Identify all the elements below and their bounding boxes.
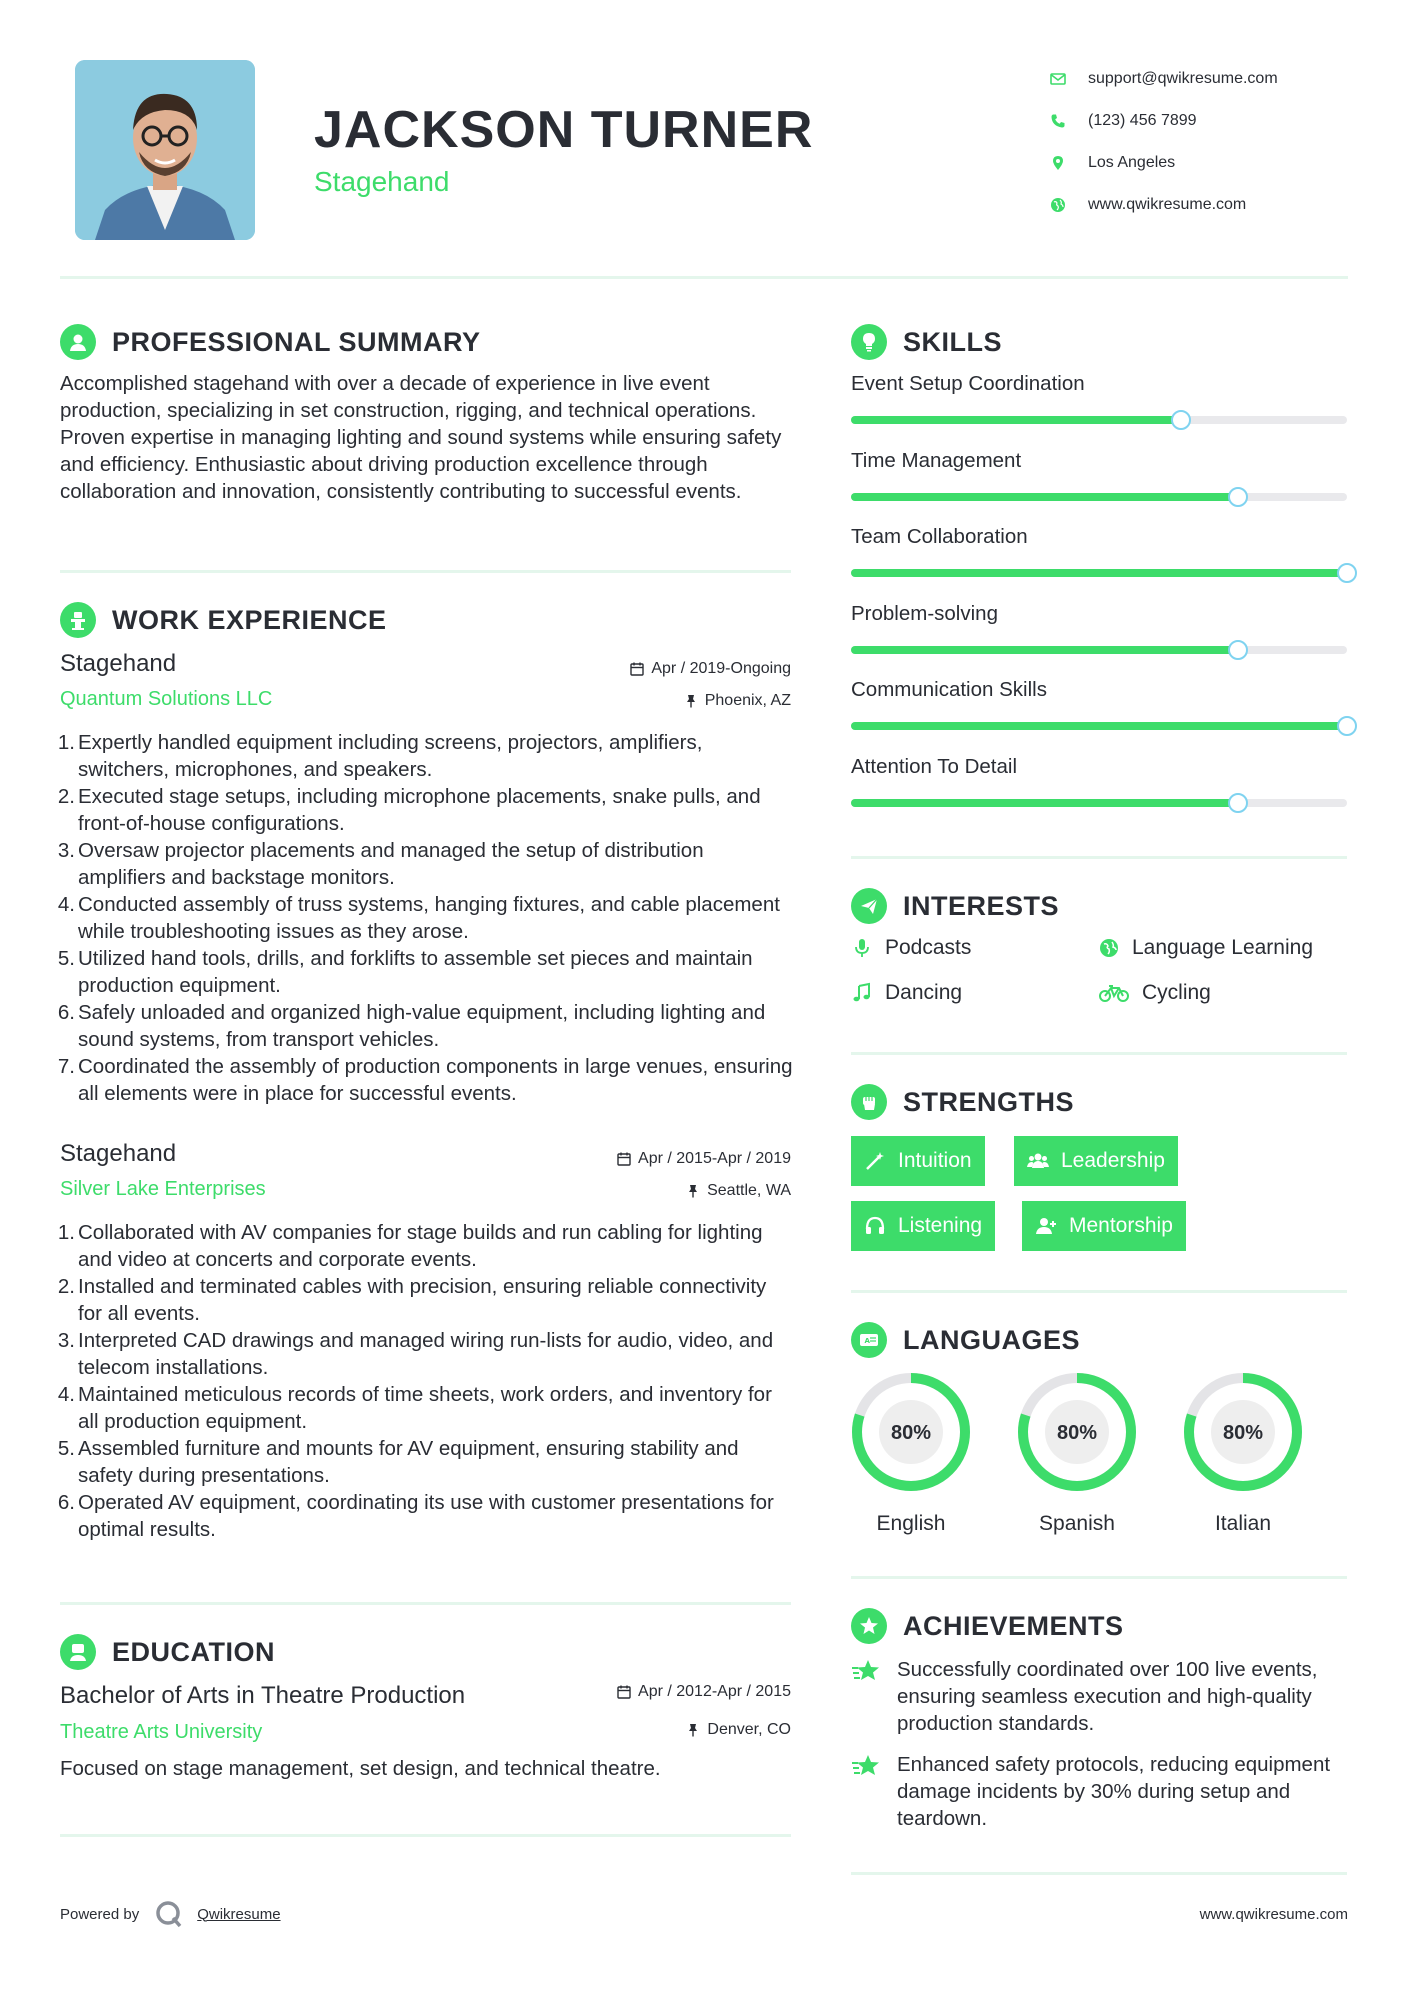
skill-bar-knob <box>1228 793 1248 813</box>
skill-bar-fill <box>851 722 1347 730</box>
summary-title-text: PROFESSIONAL SUMMARY <box>112 326 481 357</box>
achievement-text: Successfully coordinated over 100 live events, ensuring seamless execution and high-quality production standards. <box>897 1658 1318 1735</box>
summary-divider <box>60 570 791 573</box>
skills-section-title <box>851 324 1002 360</box>
strength-label: Leadership <box>1061 1149 1165 1172</box>
job-1-company: Quantum Solutions LLC <box>60 688 273 710</box>
education-dates-text: Apr / 2012-Apr / 2015 <box>638 1683 791 1700</box>
skill-bar-fill <box>851 646 1238 654</box>
skill-bar-knob <box>1171 410 1191 430</box>
job-2-dates <box>617 1150 791 1168</box>
list-item: 4. Maintained meticulous records of time sheets, work orders, and inventory for all production equipment. <box>57 1383 772 1433</box>
skill-bar-fill <box>851 569 1347 577</box>
contact-location-text: Los Angeles <box>1088 154 1176 171</box>
star-badge-icon <box>851 1656 881 1686</box>
footer-website[interactable]: www.qwikresume.com <box>1199 1906 1348 1923</box>
job-2-company: Silver Lake Enterprises <box>60 1178 266 1200</box>
interest-label: Cycling <box>1142 981 1211 1004</box>
powered-by-text: Powered by <box>60 1905 140 1923</box>
interest-language-learning <box>1098 936 1313 960</box>
contact-phone[interactable] <box>1050 100 1380 142</box>
star-badge-icon <box>851 1751 881 1781</box>
headphones-icon <box>864 1215 886 1237</box>
skill-name: Attention To Detail <box>851 754 1018 778</box>
language-card-icon <box>851 1322 887 1358</box>
list-item: 5. Utilized hand tools, drills, and forklifts to assemble set pieces and maintain production equipment. <box>57 947 753 997</box>
qwikresume-logo-icon <box>155 1900 183 1928</box>
skill-bar <box>851 646 1347 654</box>
skill-bar <box>851 416 1347 424</box>
job-1-dates <box>630 660 791 678</box>
experience-section-title <box>60 602 387 638</box>
achievement-item <box>851 1751 1351 1832</box>
language-percent: 80% <box>1056 1422 1098 1444</box>
map-pin-icon <box>1050 155 1066 171</box>
summary-text: Accomplished stagehand with over a decade of experience in live event production, specializing in set construction, rigging, and technical operations. Proven expertise in managing lighting and sound systems while ensuring safety and efficiency. Enthusiastic about driving production excellence through collaboration and innovation, consistently contributing to successful events. <box>60 372 782 503</box>
skill-bar <box>851 722 1347 730</box>
language-percent: 80% <box>1222 1422 1264 1444</box>
list-item: 5. Assembled furniture and mounts for AV equipment, ensuring stability and safety during presentations. <box>57 1437 739 1487</box>
language-ring <box>1015 1370 1139 1494</box>
bicycle-icon <box>1098 982 1130 1004</box>
job-1-location-text: Phoenix, AZ <box>704 692 791 709</box>
language-name: English <box>876 1512 946 1535</box>
calendar-icon <box>630 662 644 676</box>
list-item: 2. Executed stage setups, including microphone placements, snake pulls, and front-of-house configurations. <box>57 785 761 835</box>
list-item: 7. Coordinated the assembly of production components in large venues, ensuring all elements were in place for successful events. <box>57 1055 793 1105</box>
contact-email[interactable] <box>1050 58 1380 100</box>
language-item <box>849 1370 973 1536</box>
skill-bar-knob <box>1337 563 1357 583</box>
users-icon <box>1027 1150 1049 1172</box>
skill-name: Problem-solving <box>851 601 998 625</box>
lightbulb-icon <box>851 324 887 360</box>
achievement-text: Enhanced safety protocols, reducing equipment damage incidents by 30% during setup and teardown. <box>897 1753 1331 1830</box>
skill-bar-fill <box>851 799 1238 807</box>
achievements-section-title <box>851 1608 1124 1644</box>
contact-location <box>1050 142 1380 184</box>
calendar-icon <box>617 1152 631 1166</box>
education-title-text: EDUCATION <box>112 1636 275 1667</box>
skill-bar <box>851 799 1347 807</box>
globe-icon <box>1098 937 1120 959</box>
education-description: Focused on stage management, set design, and technical theatre. <box>60 1757 661 1780</box>
languages-section-title <box>851 1322 1080 1358</box>
strength-tag-mentorship <box>1022 1201 1186 1251</box>
contact-website[interactable] <box>1050 184 1380 226</box>
education-location <box>686 1721 791 1739</box>
education-section-title <box>60 1634 275 1670</box>
interest-label: Podcasts <box>885 936 972 959</box>
language-item <box>1181 1370 1305 1536</box>
summary-section-title <box>60 324 481 360</box>
experience-title-text: WORK EXPERIENCE <box>112 604 387 635</box>
experience-divider <box>60 1602 791 1605</box>
language-ring <box>849 1370 973 1494</box>
job-2-title: Stagehand <box>60 1140 177 1167</box>
education-school: Theatre Arts University <box>60 1721 263 1743</box>
skill-name: Event Setup Coordination <box>851 372 1085 395</box>
job-1-bullets <box>55 729 795 1107</box>
magic-wand-icon <box>864 1150 886 1172</box>
language-ring <box>1181 1370 1305 1494</box>
skill-bar-fill <box>851 493 1238 501</box>
strength-tag-listening <box>851 1201 995 1251</box>
list-item: 2. Installed and terminated cables with precision, ensuring reliable connectivity for all events. <box>57 1275 767 1325</box>
skill-bar-fill <box>851 416 1181 424</box>
interest-dancing <box>851 981 962 1005</box>
strengths-section-title <box>851 1084 1074 1120</box>
education-degree: Bachelor of Arts in Theatre Production <box>60 1682 466 1709</box>
skill-name: Time Management <box>851 448 1022 472</box>
contact-email-text: support@qwikresume.com <box>1088 70 1278 87</box>
languages-divider <box>851 1576 1347 1579</box>
education-location-text: Denver, CO <box>707 1721 791 1738</box>
achievements-divider <box>851 1872 1347 1875</box>
skill-bar-knob <box>1228 487 1248 507</box>
strengths-divider <box>851 1290 1347 1293</box>
interest-label: Language Learning <box>1132 936 1314 959</box>
candidate-name: JACKSON TURNER <box>314 101 814 159</box>
paper-plane-icon <box>851 888 887 924</box>
language-name: Italian <box>1214 1512 1272 1535</box>
education-dates <box>617 1683 791 1701</box>
music-note-icon <box>851 982 873 1004</box>
globe-icon <box>1050 197 1066 213</box>
list-item: 1. Collaborated with AV companies for stage builds and run cabling for lighting and video at concerts and corporate events. <box>57 1221 763 1271</box>
job-1-title: Stagehand <box>60 650 177 677</box>
language-percent: 80% <box>890 1422 932 1444</box>
strength-label: Intuition <box>898 1149 972 1172</box>
strengths-title-text: STRENGTHS <box>903 1086 1075 1117</box>
header-divider <box>60 276 1348 279</box>
language-item <box>1015 1370 1139 1536</box>
user-plus-icon <box>1035 1215 1057 1237</box>
job-1-dates-text: Apr / 2019-Ongoing <box>651 660 791 677</box>
envelope-icon <box>1050 71 1066 87</box>
skill-bar-knob <box>1228 640 1248 660</box>
graduate-icon <box>60 1634 96 1670</box>
svg-text:A: A <box>864 1337 871 1345</box>
contact-phone-text: (123) 456 7899 <box>1088 112 1197 129</box>
job-1-location <box>684 692 791 710</box>
skill-bar <box>851 493 1347 501</box>
interests-divider <box>851 1052 1347 1055</box>
pushpin-icon <box>684 694 698 708</box>
microphone-icon <box>851 937 873 959</box>
interest-cycling <box>1098 981 1211 1005</box>
skill-name: Team Collaboration <box>851 525 1028 548</box>
interests-section-title <box>851 888 1059 924</box>
contact-website-text: www.qwikresume.com <box>1088 196 1247 213</box>
skills-title-text: SKILLS <box>903 326 1003 357</box>
star-badge-icon <box>851 1608 887 1644</box>
list-item: 4. Conducted assembly of truss systems, hanging fixtures, and cable placement while troubleshooting issues as they arose. <box>57 893 780 943</box>
user-icon <box>60 324 96 360</box>
list-item: 6. Operated AV equipment, coordinating its use with customer presentations for optimal results. <box>57 1491 774 1541</box>
contact-list <box>1050 58 1380 226</box>
interest-label: Dancing <box>885 981 963 1004</box>
fist-icon <box>851 1084 887 1120</box>
strength-tag-intuition <box>851 1136 985 1186</box>
skill-name: Communication Skills <box>851 678 1047 701</box>
achievements-title-text: ACHIEVEMENTS <box>903 1610 1124 1641</box>
job-2-location <box>686 1182 791 1200</box>
qwikresume-link[interactable]: Qwikresume <box>197 1905 281 1923</box>
calendar-icon <box>617 1685 631 1699</box>
candidate-role: Stagehand <box>314 166 450 197</box>
profile-photo <box>75 60 255 240</box>
strength-tag-leadership <box>1014 1136 1178 1186</box>
pushpin-icon <box>686 1723 700 1737</box>
achievement-item <box>851 1656 1351 1737</box>
list-item: 3. Oversaw projector placements and managed the setup of distribution amplifiers and backstage monitors. <box>57 839 704 889</box>
list-item: 3. Interpreted CAD drawings and managed wiring run-lists for audio, video, and telecom installations. <box>57 1329 774 1379</box>
skill-bar-knob <box>1337 716 1357 736</box>
skill-bar <box>851 569 1347 577</box>
job-2-location-text: Seattle, WA <box>707 1182 791 1199</box>
strength-label: Listening <box>898 1214 983 1237</box>
strength-label: Mentorship <box>1069 1214 1173 1237</box>
languages-title-text: LANGUAGES <box>903 1324 1081 1355</box>
job-2-bullets <box>55 1219 795 1543</box>
phone-icon <box>1050 113 1066 129</box>
language-name: Spanish <box>1039 1512 1115 1535</box>
podium-icon <box>60 602 96 638</box>
pushpin-icon <box>686 1184 700 1198</box>
footer-powered-by <box>60 1900 281 1928</box>
job-2-dates-text: Apr / 2015-Apr / 2019 <box>638 1150 791 1167</box>
education-divider <box>60 1834 791 1837</box>
interest-podcasts <box>851 936 971 960</box>
list-item: 6. Safely unloaded and organized high-value equipment, including lighting and sound systems, from transport vehicles. <box>57 1001 766 1051</box>
list-item: 1. Expertly handled equipment including screens, projectors, amplifiers, switchers, microphones, and speakers. <box>57 731 703 781</box>
interests-title-text: INTERESTS <box>903 890 1060 921</box>
skills-divider <box>851 856 1347 859</box>
